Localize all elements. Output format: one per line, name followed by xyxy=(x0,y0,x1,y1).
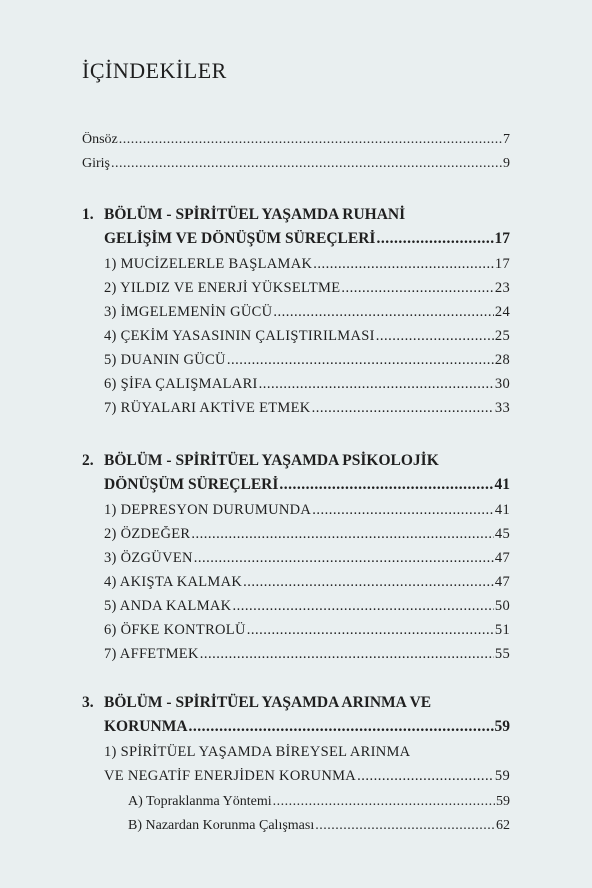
page-number: 55 xyxy=(494,646,510,662)
chapter-number: 2. xyxy=(82,452,94,469)
page-number: 25 xyxy=(494,328,510,344)
page-number: 51 xyxy=(494,622,510,638)
leader-dots xyxy=(243,574,494,591)
toc-subentry[interactable] xyxy=(128,794,510,810)
chapter-title-line2: DÖNÜŞÜM SÜREÇLERİ xyxy=(104,476,279,493)
leader-dots xyxy=(376,230,493,248)
entry-label: 6) ŞİFA ÇALIŞMALARI xyxy=(104,376,258,392)
entry-label: 1) SPİRİTÜEL YAŞAMDA BİREYSEL ARINMA xyxy=(104,744,411,760)
leader-dots xyxy=(227,352,494,369)
page-number: 59 xyxy=(494,768,510,784)
leader-dots xyxy=(259,376,494,393)
leader-dots xyxy=(200,646,494,663)
page-number: 23 xyxy=(494,280,510,296)
entry-label: Önsöz xyxy=(82,132,118,147)
chapter-title-line2: GELİŞİM VE DÖNÜŞÜM SÜREÇLERİ xyxy=(104,230,376,247)
entry-label: 7) RÜYALARI AKTİVE ETMEK xyxy=(104,400,311,416)
page-number: 33 xyxy=(494,400,510,416)
leader-dots xyxy=(341,280,494,297)
toc-entry[interactable] xyxy=(104,622,510,639)
page-number: 47 xyxy=(494,550,510,566)
leader-dots xyxy=(111,156,502,172)
toc-entry[interactable] xyxy=(104,550,510,567)
toc-entry[interactable] xyxy=(104,256,510,273)
toc-entry[interactable] xyxy=(104,646,510,663)
page-number: 24 xyxy=(494,304,510,320)
entry-label: 5) DUANIN GÜCÜ xyxy=(104,352,226,368)
leader-dots xyxy=(313,256,494,273)
leader-dots xyxy=(357,768,494,785)
entry-label: 1) DEPRESYON DURUMUNDA xyxy=(104,502,312,518)
toc-entry[interactable] xyxy=(104,502,510,519)
chapter-title-line1: BÖLÜM - SPİRİTÜEL YAŞAMDA ARINMA VE xyxy=(104,694,432,711)
page-number: 28 xyxy=(494,352,510,368)
chapter-2-heading[interactable] xyxy=(82,452,439,470)
leader-dots xyxy=(119,132,502,148)
toc-entry-preface[interactable] xyxy=(82,132,510,148)
entry-label: 4) AKIŞTA KALMAK xyxy=(104,574,243,590)
toc-entry[interactable] xyxy=(104,280,510,297)
entry-label: 5) ANDA KALMAK xyxy=(104,598,232,614)
chapter-2-title-line2[interactable] xyxy=(104,476,510,494)
page-number: 45 xyxy=(494,526,510,542)
leader-dots xyxy=(247,622,494,639)
entry-label: VE NEGATİF ENERJİDEN KORUNMA xyxy=(104,768,357,784)
chapter-number: 1. xyxy=(82,206,94,223)
page-number: 30 xyxy=(494,376,510,392)
leader-dots xyxy=(273,794,495,810)
entry-label: 4) ÇEKİM YASASININ ÇALIŞTIRILMASI xyxy=(104,328,375,344)
chapter-number: 3. xyxy=(82,694,94,711)
toc-entry[interactable] xyxy=(104,598,510,615)
toc-entry[interactable] xyxy=(104,526,510,543)
page-number: 47 xyxy=(494,574,510,590)
page-number: 59 xyxy=(494,718,510,735)
leader-dots xyxy=(376,328,494,345)
entry-label: A) Topraklanma Yöntemi xyxy=(128,794,272,809)
section-title-line1[interactable] xyxy=(104,744,510,761)
page-number: 41 xyxy=(494,476,510,493)
chapter-title-line1: BÖLÜM - SPİRİTÜEL YAŞAMDA PSİKOLOJİK xyxy=(104,452,439,469)
toc-entry[interactable] xyxy=(104,328,510,345)
toc-entry[interactable] xyxy=(104,376,510,393)
leader-dots xyxy=(312,400,494,417)
chapter-3-title-line2[interactable] xyxy=(104,718,510,736)
page-number: 50 xyxy=(494,598,510,614)
toc-entry[interactable] xyxy=(104,352,510,369)
toc-entry-introduction[interactable] xyxy=(82,156,510,172)
leader-dots xyxy=(315,818,495,834)
page-number: 9 xyxy=(503,156,510,171)
page-number: 17 xyxy=(494,230,510,247)
page-number: 62 xyxy=(496,818,510,833)
toc-entry[interactable] xyxy=(104,304,510,321)
entry-label: 6) ÖFKE KONTROLÜ xyxy=(104,622,246,638)
page-number: 7 xyxy=(503,132,510,147)
entry-label: 2) ÖZDEĞER xyxy=(104,526,191,542)
page-number: 17 xyxy=(494,256,510,272)
entry-label: 7) AFFETMEK xyxy=(104,646,199,662)
entry-label: B) Nazardan Korunma Çalışması xyxy=(128,818,315,833)
toc-subentry[interactable] xyxy=(128,818,510,834)
toc-entry[interactable] xyxy=(104,400,510,417)
leader-dots xyxy=(191,526,494,543)
leader-dots xyxy=(273,304,493,321)
page-number: 41 xyxy=(494,502,510,518)
leader-dots xyxy=(194,550,494,567)
leader-dots xyxy=(279,476,493,494)
chapter-title-line2: KORUNMA xyxy=(104,718,188,735)
section-title-line2[interactable] xyxy=(104,768,510,785)
toc-entry[interactable] xyxy=(104,574,510,591)
leader-dots xyxy=(232,598,493,615)
leader-dots xyxy=(189,718,494,736)
chapter-title-line1: BÖLÜM - SPİRİTÜEL YAŞAMDA RUHANİ xyxy=(104,206,406,223)
page-title: İÇİNDEKİLER xyxy=(82,58,227,83)
leader-dots xyxy=(312,502,494,519)
page-number: 59 xyxy=(496,794,510,809)
entry-label: Giriş xyxy=(82,156,110,171)
entry-label: 2) YILDIZ VE ENERJİ YÜKSELTME xyxy=(104,280,341,296)
entry-label: 1) MUCİZELERLE BAŞLAMAK xyxy=(104,256,313,272)
entry-label: 3) ÖZGÜVEN xyxy=(104,550,193,566)
entry-label: 3) İMGELEMENİN GÜCÜ xyxy=(104,304,273,320)
chapter-3-heading[interactable] xyxy=(82,694,431,712)
chapter-1-heading[interactable] xyxy=(82,206,405,224)
chapter-1-title-line2[interactable] xyxy=(104,230,510,248)
